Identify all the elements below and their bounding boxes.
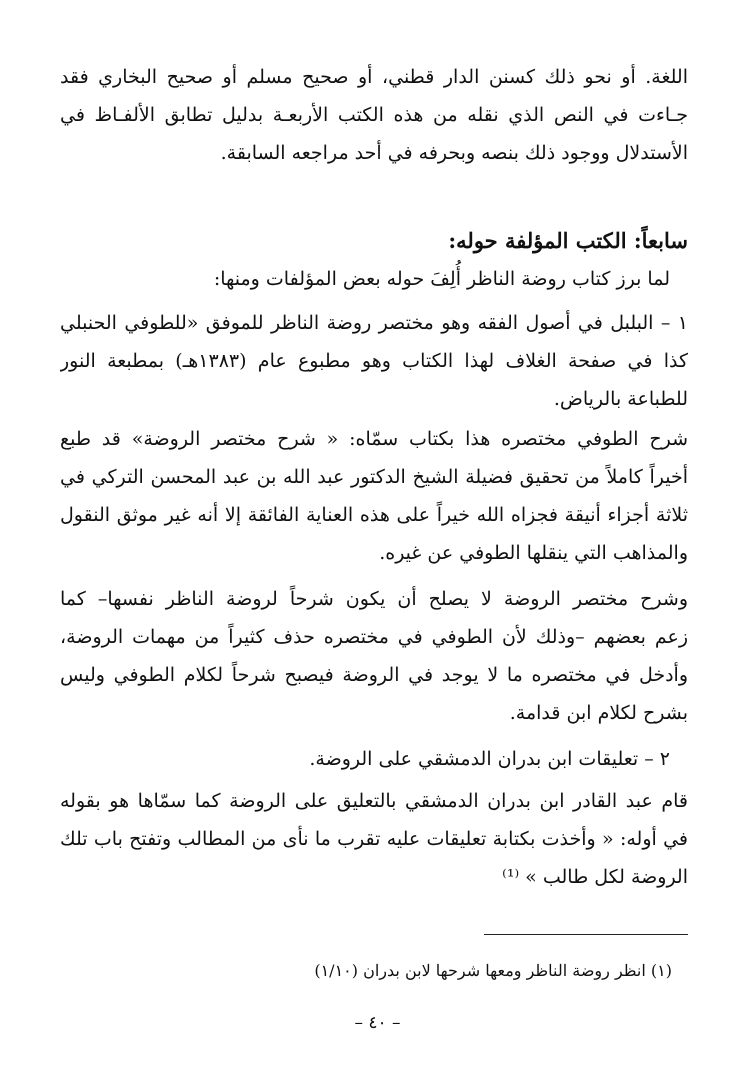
text-line: اللغة. أو نحو ذلك كسنن الدار قطني، أو صحيح مسلم أو صحيح البخاري فقد <box>60 66 688 88</box>
text-line: جـاءت في النص الذي نقله من هذه الكتب الأربعـة بدليل تطابق الألفـاظ في <box>60 104 688 126</box>
list-item-1 <box>60 304 688 418</box>
text-line: والمذاهب التي ينقلها الطوفي عن غيره. <box>379 542 688 564</box>
section-heading: سابعاً: الكتب المؤلفة حوله: <box>448 228 688 253</box>
text-line: بشرح لكلام ابن قدامة. <box>509 702 688 724</box>
page-number: – ٤٠ – <box>354 1013 401 1033</box>
text-line: ٢ – تعليقات ابن بدران الدمشقي على الروضة. <box>309 748 670 770</box>
footnote-divider <box>484 934 688 935</box>
text-line: الروضة لكل طالب » ⁽¹⁾ <box>502 866 688 888</box>
text-line: كذا في صفحة الغلاف لهذا الكتاب وهو مطبوع عام (١٣٨٣هـ) بمطبعة النور <box>60 350 688 372</box>
text-line: ١ – البلبل في أصول الفقه وهو مختصر روضة الناظر للموفق «للطوفي الحنبلي <box>60 312 688 334</box>
paragraph-ibn-badran <box>60 782 688 896</box>
text-line: قام عبد القادر ابن بدران الدمشقي بالتعليق على الروضة كما سمّاها هو بقوله <box>60 790 688 812</box>
text-line: وأدخل في مختصره ما لا يوجد في الروضة فيصبح شرحاً لكلام الطوفي وليس <box>60 664 688 686</box>
text-line: وشرح مختصر الروضة لا يصلح أن يكون شرحاً لروضة الناظر نفسها– كما <box>60 588 688 610</box>
paragraph-critique <box>60 580 688 732</box>
text-line: شرح الطوفي مختصره هذا بكتاب سمّاه: « شرح مختصر الروضة» قد طبع <box>60 428 688 450</box>
list-item-2 <box>60 740 688 778</box>
text-line: ثلاثة أجزاء أنيقة فجزاه الله خيراً على هذه العناية الفائقة إلا أنه غير موثق النقول <box>60 504 688 526</box>
text-line: في أوله: « وأخذت بكتابة تعليقات عليه تقرب ما نأى من المطالب وتفتح باب تلك <box>60 828 688 850</box>
text-line: لما برز كتاب روضة الناظر أُلِفَ حوله بعض المؤلفات ومنها: <box>213 268 670 290</box>
intro-paragraph <box>60 260 688 298</box>
text-line: زعم بعضهم –وذلك لأن الطوفي في مختصره حذف كثيراً من مهمات الروضة، <box>60 626 688 648</box>
text-line: للطباعة بالرياض. <box>553 388 688 410</box>
text-line: الأستدلال ووجود ذلك بنصه وبحرفه في أحد مراجعه السابقة. <box>220 142 688 164</box>
footnote: (١) انظر روضة الناظر ومعها شرحها لابن بدران (١/١٠) <box>314 961 672 980</box>
text-line: أخيراً كاملاً من تحقيق فضيلة الشيخ الدكتور عبد الله بن عبد المحسن التركي في <box>60 466 688 488</box>
paragraph-citation-sources <box>60 58 688 172</box>
paragraph-sharh-mukhtasar <box>60 420 688 572</box>
